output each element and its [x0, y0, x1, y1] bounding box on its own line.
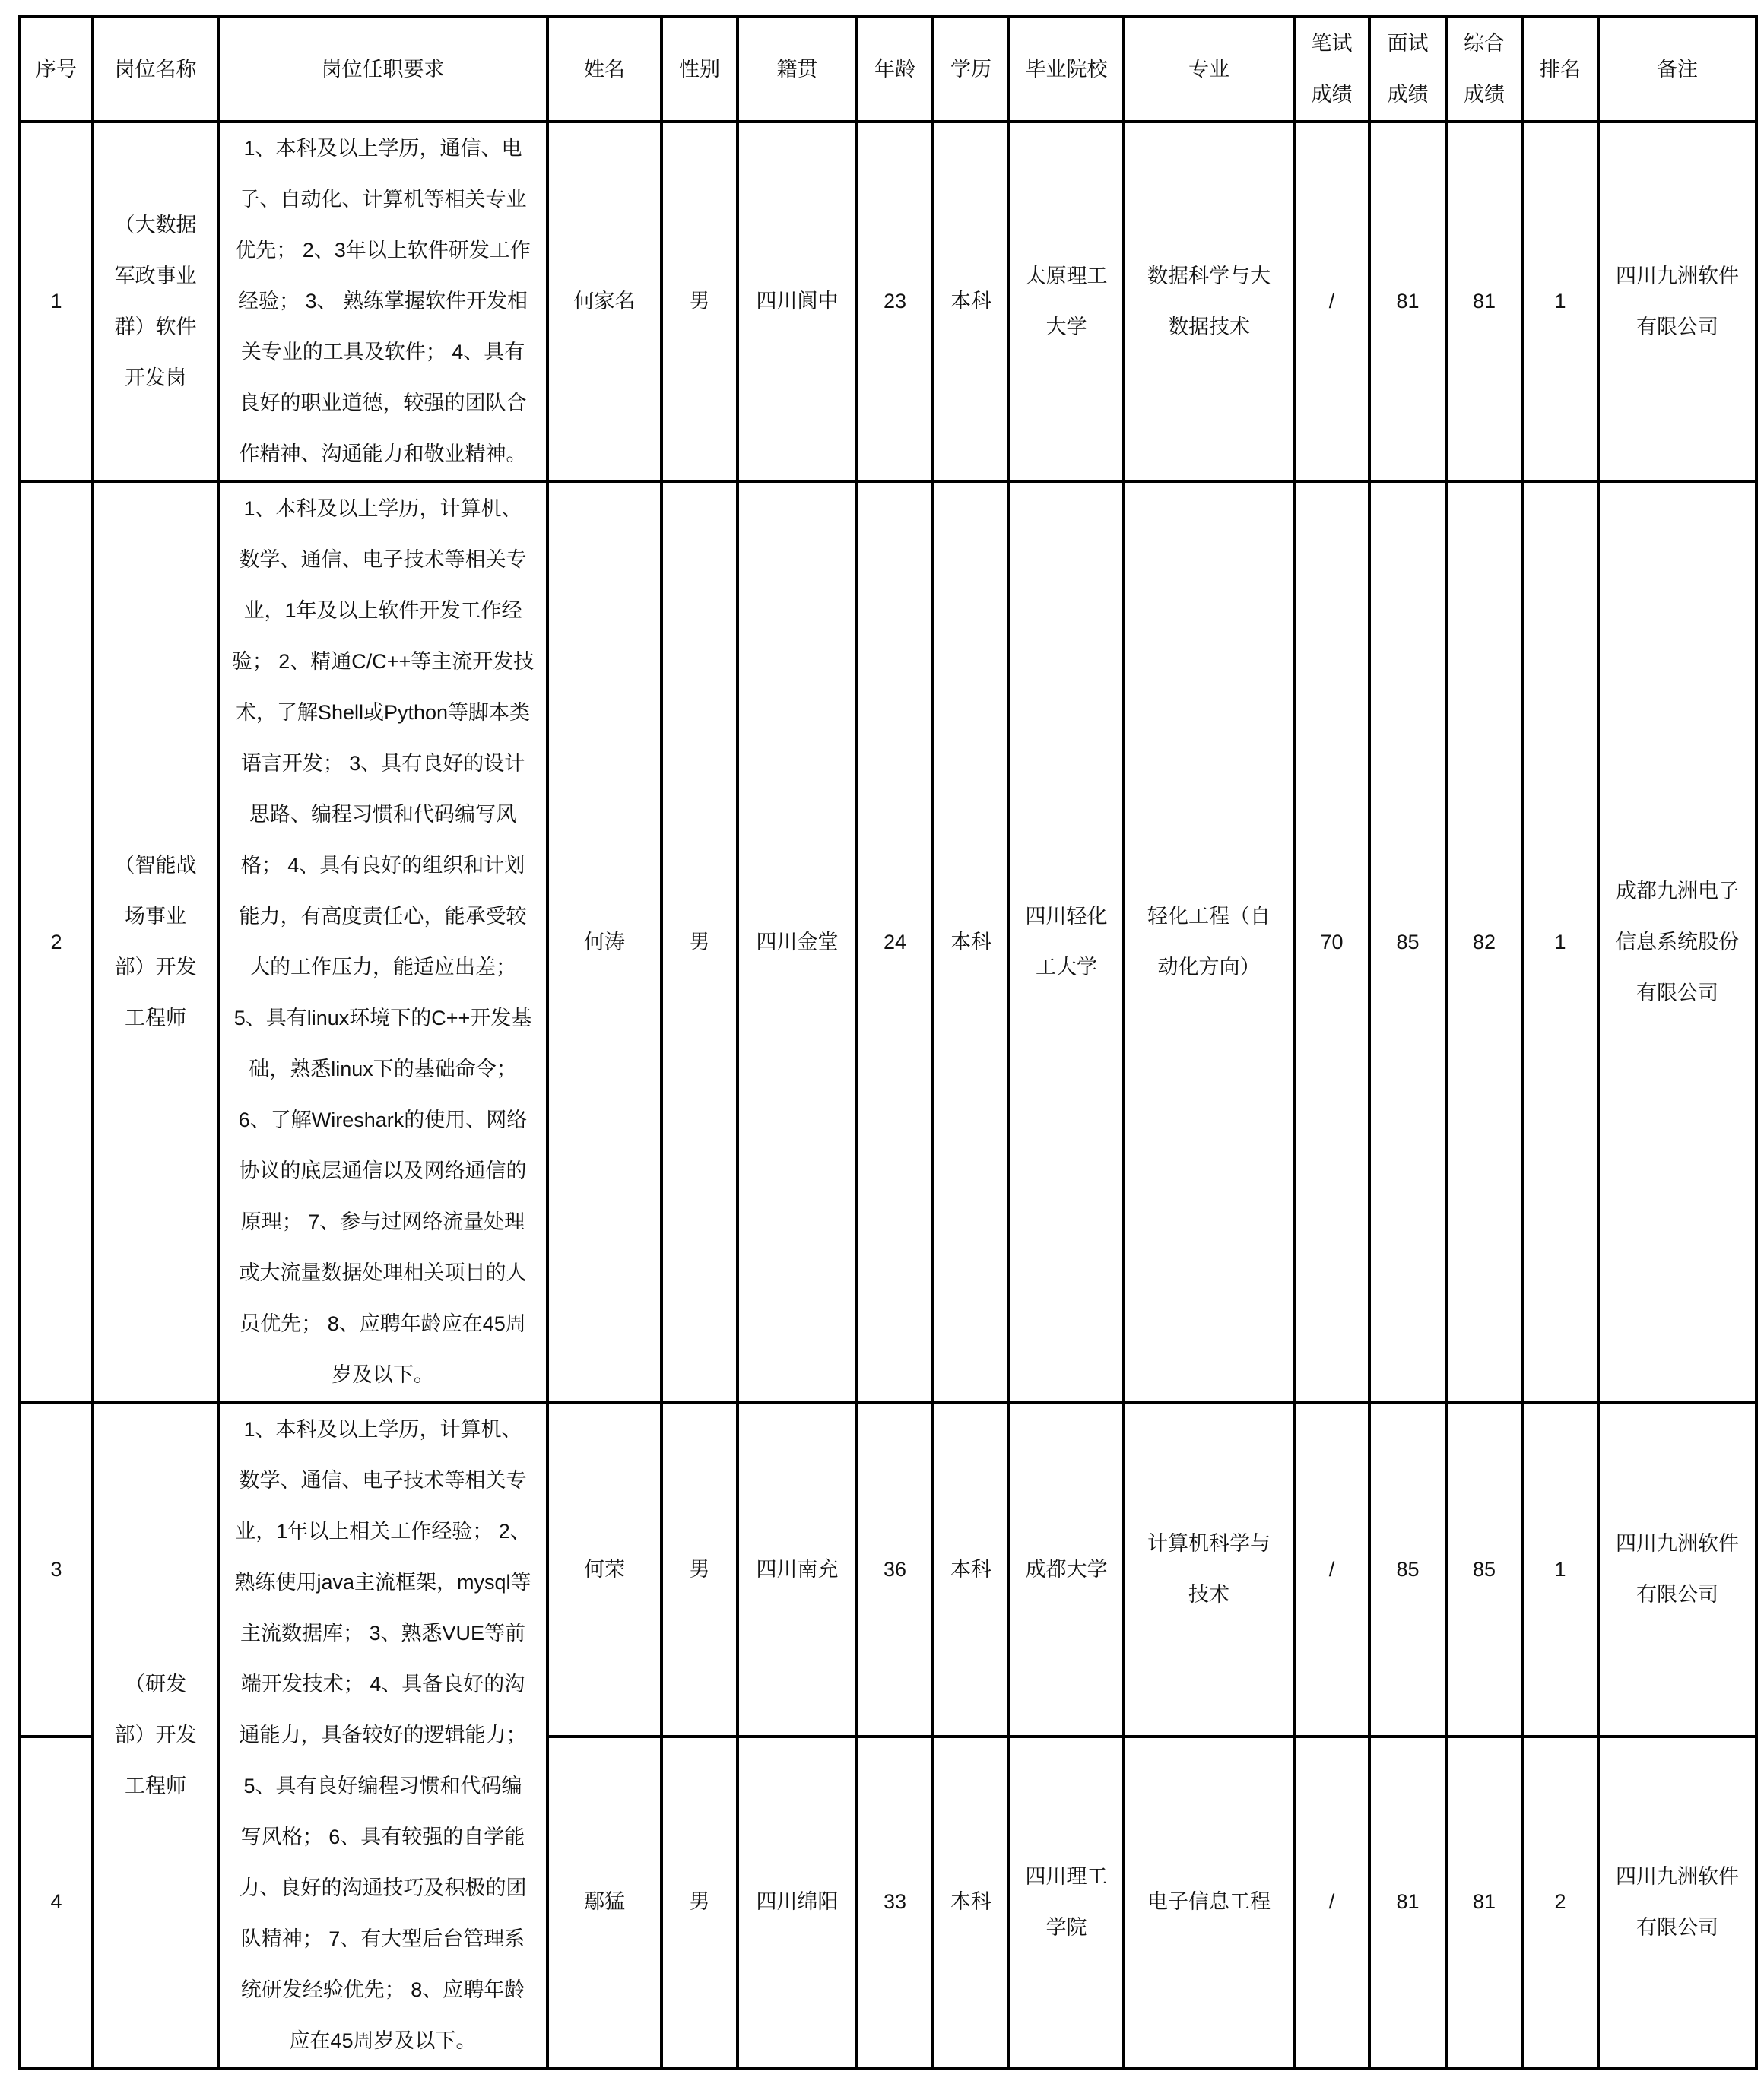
cell-rank: 1 — [1522, 481, 1598, 1403]
cell-post-name — [93, 122, 218, 481]
header-requirements: 岗位任职要求 — [218, 17, 547, 122]
cell-school — [1009, 1737, 1124, 2069]
req-line: 5、具有linux环境下的C++开发基 — [233, 1007, 532, 1029]
header-major: 专业 — [1124, 17, 1294, 122]
req-line: 通能力，具备较好的逻辑能力； — [239, 1724, 527, 1746]
table-row — [20, 1403, 1756, 1737]
post-line: 工程师 — [125, 1007, 186, 1029]
cell-interview-score: 81 — [1369, 122, 1446, 481]
school-line: 大学 — [1045, 315, 1087, 338]
header-education: 学历 — [933, 17, 1009, 122]
cell-seq: 2 — [20, 481, 93, 1403]
cell-gender: 男 — [662, 481, 738, 1403]
remark-line: 成都九洲电子 — [1616, 879, 1739, 903]
req-line: 良好的职业道德，较强的团队合 — [239, 392, 527, 414]
school-line: 太原理工 — [1025, 264, 1108, 287]
cell-school — [1009, 122, 1124, 481]
cell-post-name — [93, 481, 218, 1403]
req-line: 5、具有良好编程习惯和代码编 — [243, 1775, 522, 1797]
req-line: 端开发技术； 4、具备良好的沟 — [240, 1673, 525, 1696]
req-line: 术，了解Shell或Python等脚本类 — [235, 701, 531, 724]
req-line: 关专业的工具及软件； 4、具有 — [240, 341, 525, 363]
cell-seq: 1 — [20, 122, 93, 481]
cell-major — [1124, 1403, 1294, 1737]
cell-gender: 男 — [662, 122, 738, 481]
req-line: 语言开发； 3、具有良好的设计 — [240, 752, 525, 775]
post-line: （智能战 — [114, 854, 197, 877]
candidate-results-table — [18, 15, 1758, 2070]
req-line: 能力，有高度责任心，能承受较 — [239, 905, 527, 928]
req-line: 统研发经验优先； 8、应聘年龄 — [240, 1978, 525, 2001]
remark-line: 有限公司 — [1636, 1915, 1718, 1939]
remark-line: 四川九洲软件 — [1616, 1532, 1739, 1556]
cell-hometown: 四川南充 — [738, 1403, 857, 1737]
school-line: 学院 — [1045, 1915, 1087, 1939]
cell-age: 36 — [857, 1403, 933, 1737]
major-line: 电子信息工程 — [1147, 1890, 1271, 1914]
remark-line: 有限公司 — [1636, 1583, 1718, 1607]
req-line: 数学、通信、电子技术等相关专 — [239, 548, 527, 571]
cell-hometown: 四川绵阳 — [738, 1737, 857, 2069]
cell-seq: 4 — [20, 1737, 93, 2069]
req-line: 熟练使用java主流框架，mysql等 — [234, 1571, 531, 1594]
header-written-l2: 成绩 — [1311, 83, 1353, 106]
header-row — [20, 17, 1756, 122]
req-line: 大的工作压力，能适应出差； — [249, 956, 516, 979]
post-line: 工程师 — [125, 1775, 186, 1797]
cell-major — [1124, 122, 1294, 481]
req-line: 力、良好的沟通技巧及积极的团 — [239, 1876, 527, 1899]
cell-education: 本科 — [933, 1737, 1009, 2069]
cell-remark — [1598, 122, 1756, 481]
cell-total-score: 85 — [1446, 1403, 1522, 1737]
req-line: 业，1年及以上软件开发工作经 — [243, 599, 522, 622]
remark-line: 四川九洲软件 — [1616, 264, 1739, 287]
req-line: 岁及以下。 — [332, 1363, 434, 1386]
cell-total-score: 82 — [1446, 481, 1522, 1403]
req-line: 格； 4、具有良好的组织和计划 — [240, 854, 525, 877]
cell-age: 33 — [857, 1737, 933, 2069]
header-total-l2: 成绩 — [1464, 83, 1505, 106]
cell-interview-score: 85 — [1369, 481, 1446, 1403]
cell-remark — [1598, 1403, 1756, 1737]
req-line: 员优先； 8、应聘年龄应在45周 — [240, 1312, 526, 1335]
school-line: 工大学 — [1036, 956, 1097, 979]
cell-remark — [1598, 1737, 1756, 2069]
header-total-l1: 综合 — [1464, 32, 1505, 55]
req-line: 写风格； 6、具有较强的自学能 — [240, 1826, 525, 1848]
school-line: 四川轻化 — [1025, 905, 1108, 928]
major-line: 计算机科学与 — [1147, 1532, 1271, 1556]
cell-interview-score: 85 — [1369, 1403, 1446, 1737]
major-line: 轻化工程（自 — [1147, 905, 1271, 928]
cell-major — [1124, 1737, 1294, 2069]
cell-age: 24 — [857, 481, 933, 1403]
post-line: 开发岗 — [125, 366, 186, 389]
cell-remark — [1598, 481, 1756, 1403]
cell-written-score: / — [1294, 122, 1369, 481]
cell-gender: 男 — [662, 1737, 738, 2069]
header-hometown: 籍贯 — [738, 17, 857, 122]
header-seq: 序号 — [20, 17, 93, 122]
cell-requirements — [218, 122, 547, 481]
cell-name: 何荣 — [547, 1403, 662, 1737]
remark-line: 四川九洲软件 — [1616, 1864, 1739, 1888]
school-line: 四川理工 — [1025, 1864, 1108, 1888]
req-line: 优先； 2、3年以上软件研发工作 — [235, 239, 531, 262]
header-gender: 性别 — [662, 17, 738, 122]
post-line: 部）开发 — [114, 1724, 197, 1746]
header-written-score — [1294, 17, 1369, 122]
cell-post-name — [93, 1403, 218, 2068]
header-interview-l2: 成绩 — [1387, 83, 1429, 106]
cell-interview-score: 81 — [1369, 1737, 1446, 2069]
req-line: 主流数据库； 3、熟悉VUE等前 — [240, 1622, 526, 1645]
post-line: 军政事业 — [114, 264, 197, 287]
cell-name: 鄢猛 — [547, 1737, 662, 2069]
major-line: 技术 — [1188, 1583, 1229, 1607]
req-line: 作精神、沟通能力和敬业精神。 — [239, 443, 527, 465]
header-written-l1: 笔试 — [1311, 32, 1353, 55]
major-line: 动化方向） — [1157, 956, 1261, 979]
cell-major — [1124, 481, 1294, 1403]
cell-written-score: 70 — [1294, 481, 1369, 1403]
header-age: 年龄 — [857, 17, 933, 122]
cell-education: 本科 — [933, 481, 1009, 1403]
req-line: 子、自动化、计算机等相关专业 — [239, 188, 527, 211]
post-line: 场事业 — [125, 905, 186, 928]
req-line: 经验； 3、 熟练掌握软件开发相 — [237, 290, 528, 312]
header-total-score — [1446, 17, 1522, 122]
req-line: 队精神； 7、有大型后台管理系 — [240, 1927, 525, 1950]
remark-line: 有限公司 — [1636, 981, 1718, 1004]
table-row — [20, 122, 1756, 481]
header-post-name: 岗位名称 — [93, 17, 218, 122]
cell-name: 何家名 — [547, 122, 662, 481]
cell-education: 本科 — [933, 122, 1009, 481]
cell-rank: 2 — [1522, 1737, 1598, 2069]
header-interview-l1: 面试 — [1387, 32, 1429, 55]
req-line: 数学、通信、电子技术等相关专 — [239, 1469, 527, 1492]
req-line: 1、本科及以上学历，通信、电 — [243, 137, 522, 160]
major-line: 数据技术 — [1168, 315, 1250, 338]
cell-hometown: 四川阆中 — [738, 122, 857, 481]
req-line: 验； 2、精通C/C++等主流开发技 — [231, 650, 535, 673]
header-name: 姓名 — [547, 17, 662, 122]
req-line: 1、本科及以上学历，计算机、 — [243, 497, 522, 520]
remark-line: 信息系统股份 — [1616, 930, 1739, 953]
header-remark: 备注 — [1598, 17, 1756, 122]
cell-rank: 1 — [1522, 122, 1598, 481]
cell-hometown: 四川金堂 — [738, 481, 857, 1403]
req-line: 业，1年以上相关工作经验； 2、 — [235, 1520, 531, 1543]
req-line: 或大流量数据处理相关项目的人 — [239, 1261, 527, 1284]
cell-written-score: / — [1294, 1403, 1369, 1737]
req-line: 础，熟悉linux下的基础命令； — [249, 1058, 517, 1080]
req-line: 1、本科及以上学历，计算机、 — [243, 1418, 522, 1441]
remark-line: 有限公司 — [1636, 315, 1718, 338]
req-line: 6、了解Wireshark的使用、网络 — [238, 1109, 528, 1131]
school-line: 成都大学 — [1025, 1557, 1108, 1581]
cell-total-score: 81 — [1446, 122, 1522, 481]
req-line: 思路、编程习惯和代码编写风 — [249, 803, 516, 826]
cell-requirements — [218, 1403, 547, 2068]
post-line: （大数据 — [114, 213, 197, 236]
req-line: 协议的底层通信以及网络通信的 — [239, 1159, 527, 1182]
cell-gender: 男 — [662, 1403, 738, 1737]
req-line: 应在45周岁及以下。 — [289, 2029, 477, 2052]
table-row — [20, 481, 1756, 1403]
cell-age: 23 — [857, 122, 933, 481]
cell-requirements — [218, 481, 547, 1403]
header-school: 毕业院校 — [1009, 17, 1124, 122]
cell-education: 本科 — [933, 1403, 1009, 1737]
header-rank: 排名 — [1522, 17, 1598, 122]
post-line: （研发 — [125, 1673, 186, 1696]
header-interview-score — [1369, 17, 1446, 122]
major-line: 数据科学与大 — [1147, 264, 1271, 287]
cell-written-score: / — [1294, 1737, 1369, 2069]
post-line: 群）软件 — [114, 315, 197, 338]
cell-name: 何涛 — [547, 481, 662, 1403]
cell-total-score: 81 — [1446, 1737, 1522, 2069]
req-line: 原理； 7、参与过网络流量处理 — [240, 1210, 525, 1233]
cell-school — [1009, 1403, 1124, 1737]
post-line: 部）开发 — [114, 956, 197, 979]
cell-seq: 3 — [20, 1403, 93, 1737]
cell-rank: 1 — [1522, 1403, 1598, 1737]
cell-school — [1009, 481, 1124, 1403]
